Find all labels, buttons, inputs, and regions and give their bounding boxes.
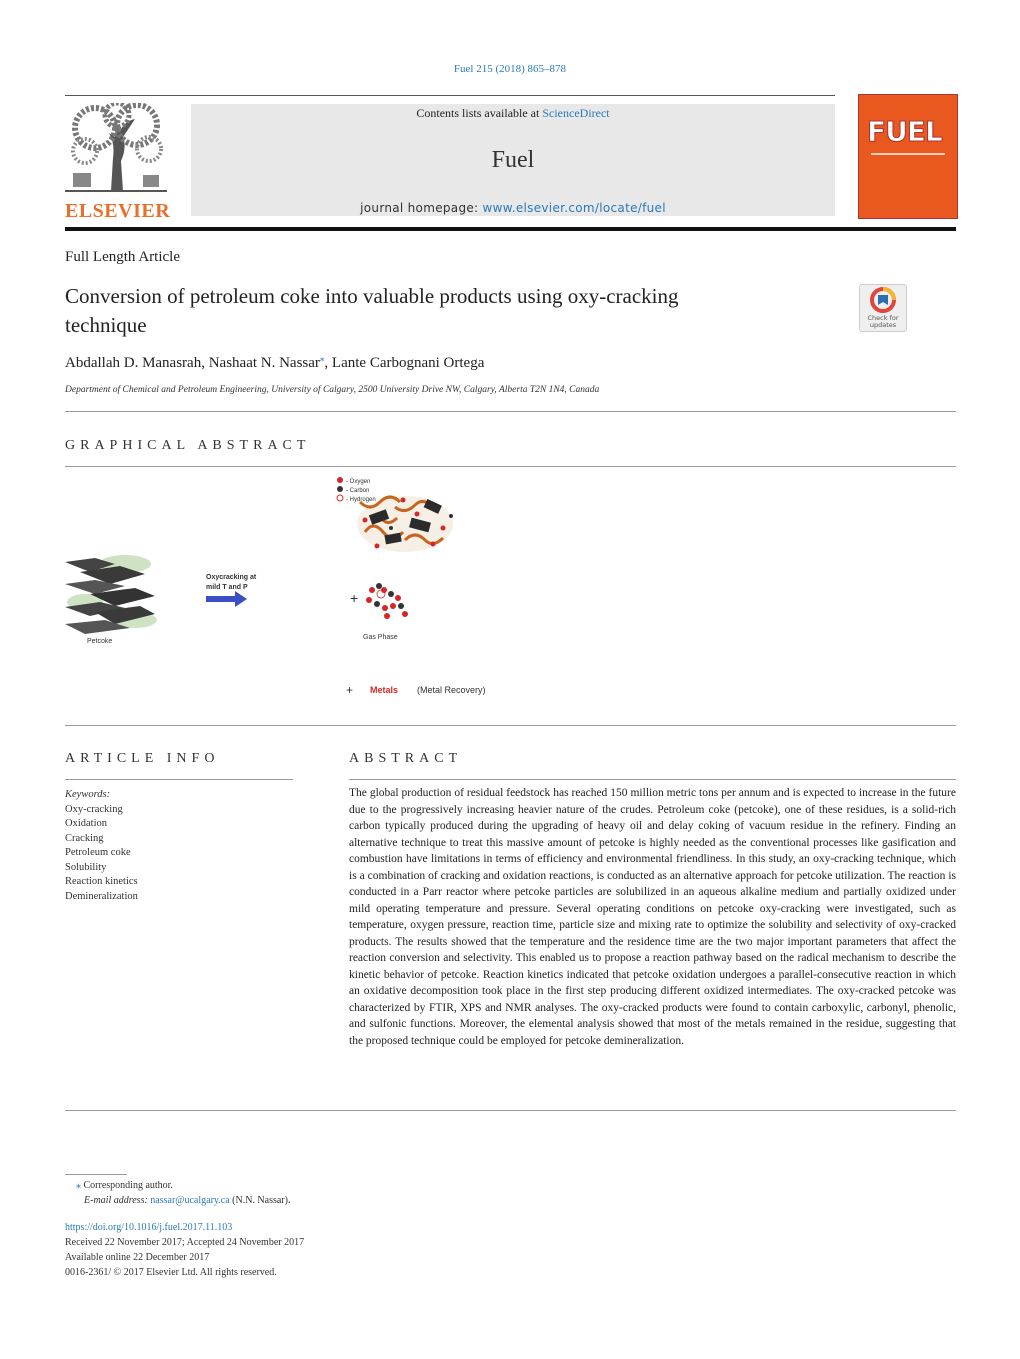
corresponding-author-note [76,1180,173,1191]
metal-recovery-label: (Metal Recovery) [417,685,486,695]
legend-oxygen-dot [337,477,343,483]
contents-line [191,106,835,121]
masthead-bottom-rule [65,227,956,231]
legend-hydrogen-dot [337,495,343,501]
petcoke-label: Petcoke [87,638,113,645]
plus-sign-2: + [346,683,354,697]
title-line-1: Conversion of petroleum coke into valuable products using oxy-cracking [65,284,679,308]
keyword-5: Solubility [65,862,107,873]
legend-hydrogen: - Hydrogen [346,497,376,503]
elsevier-logo[interactable] [65,103,171,222]
cover-title: FUEL [867,115,942,148]
keywords-label: Keywords: [65,789,111,800]
journal-cover[interactable] [858,94,958,219]
abstract-body: The global production of residual feedstock has reached 150 million metric tons per annum and is expected to increase in the future due to the progressively increasing heavier nature of the crudes. Petroleum coke (petcoke), one of these residues, is a solid-rich carbon typically produced during the upgrading of heavy oil and delay coking of vacuum residue in the refinery. Finding an alternative technique to treat this massive amount of petcoke is highly needed as the conventional processes like gasification and combustion have limitations in terms of efficiency and environmental friendliness. In this study, an oxy-cracking technique, which is a combination of cracking and oxidation reactions, is conducted as an alternative approach for petcoke utilization. The reaction is conducted in a Parr reactor where petcoke particles are solubilized in an aqueous alkaline medium and partially oxidized under mild operating temperature and pressure. Several operating conditions on petcoke oxy-cracking were investigated, such as temperature, oxygen pressure, reaction time, particle size and mixing rate to optimize the solubility and selectivity of oxy-cracked products. The results showed that the temperature and the residence time are the two major important parameters that affect the reaction conversion and selectivity. This enabled us to propose a reaction pathway based on the radical mechanism to describe the kinetic behavior of petcoke. Reaction kinetics indicated that petcoke oxidation undergoes a parallel-consecutive reaction in which an oxidative decomposition took place in the first step producing different oxidized intermediates. The oxy-cracked petcoke was characterized by FTIR, XPS and NMR analyses. The oxy-cracked products were found to contain carboxylic, carbonyl, phenolic, and sulfonic functions. Moreover, the elemental analysis showed that most of the metals remained in the residue, suggesting that the proposed technique could be employed for petcoke demineralization. [349,787,956,1047]
legend-oxygen: - Oxygen [346,479,371,485]
copyright: 0016-2361/ © 2017 Elsevier Ltd. All rights reserved. [65,1267,277,1278]
abstract-rule [349,779,956,780]
sciencedirect-link[interactable]: ScienceDirect [542,106,610,120]
email-link[interactable]: nassar@ucalgary.ca [150,1195,230,1206]
homepage-line [191,201,835,215]
journal-name: Fuel [491,147,535,173]
graphical-abstract-svg [65,472,545,707]
footnote-star: ⁎ [76,1180,81,1191]
rule-after-graphical-abstract [65,725,956,726]
keyword-3: Cracking [65,833,104,844]
elsevier-wordmark: ELSEVIER [65,200,171,222]
author-group-2: , Lante Carbognani Ortega [324,355,485,371]
gas-phase-molecules [366,583,408,619]
authors [65,353,484,372]
arrow-label-1: Oxycracking at [206,574,257,581]
check-updates-icon [860,285,906,315]
journal-banner [191,104,835,216]
title-line-2: technique [65,313,147,337]
received-dates: Received 22 November 2017; Accepted 24 November 2017 [65,1237,305,1248]
keyword-1: Oxy-cracking [65,804,123,815]
article-title [65,282,845,340]
author-group-1: Abdallah D. Manasrah, Nashaat N. Nassar [65,355,320,371]
homepage-prefix: journal homepage: [360,201,483,215]
check-updates-line2: updates [869,321,897,329]
oxidized-products-cluster [357,496,453,552]
keyword-2: Oxidation [65,818,107,829]
journal-citation[interactable]: Fuel 215 (2018) 865–878 [453,63,567,75]
rule-after-abstract [65,1110,956,1111]
arrow-label-2: mild T and P [206,584,248,591]
legend-carbon: - Carbon [346,488,370,494]
check-updates-line1: Check for [867,314,899,322]
elsevier-tree-icon [65,103,167,193]
metals-label: Metals [370,685,399,695]
keyword-7: Demineralization [65,891,138,902]
affiliation: Department of Chemical and Petroleum Engineering, University of Calgary, 2500 University Drive NW, Calgary, Alberta T2N 1N4, Canada [65,385,600,395]
abstract-heading: ABSTRACT [349,751,463,766]
email-label: E-mail address: [84,1195,151,1206]
article-type: Full Length Article [65,249,180,265]
rule-before-graphical-abstract [65,411,956,412]
oxycracking-arrow [206,591,247,607]
graphical-abstract-figure [65,472,545,707]
check-for-updates-badge[interactable] [859,284,907,332]
email-suffix: (N.N. Nassar). [229,1195,291,1206]
masthead-top-rule [65,95,835,96]
available-online: Available online 22 December 2017 [65,1252,210,1263]
corresponding-text: Corresponding author. [81,1180,173,1191]
keyword-4: Petroleum coke [65,847,131,858]
footnote-rule [65,1174,127,1175]
homepage-link[interactable]: www.elsevier.com/locate/fuel [482,201,666,215]
petcoke-layers [65,555,157,634]
plus-sign-1: + [350,590,359,606]
article-info-heading: ARTICLE INFO [65,751,220,766]
contents-prefix: Contents lists available at [416,106,543,120]
keyword-6: Reaction kinetics [65,876,138,887]
rule-after-ga-heading [65,466,956,467]
article-info-rule [65,779,293,780]
doi-link[interactable]: https://doi.org/10.1016/j.fuel.2017.11.103 [65,1222,233,1233]
graphical-abstract-heading: GRAPHICAL ABSTRACT [65,438,311,453]
corresponding-mark[interactable]: ⁎ [319,353,325,363]
email-note [84,1195,290,1206]
legend-carbon-dot [337,486,343,492]
gas-phase-label: Gas Phase [363,634,398,641]
cover-stripe [871,153,945,155]
